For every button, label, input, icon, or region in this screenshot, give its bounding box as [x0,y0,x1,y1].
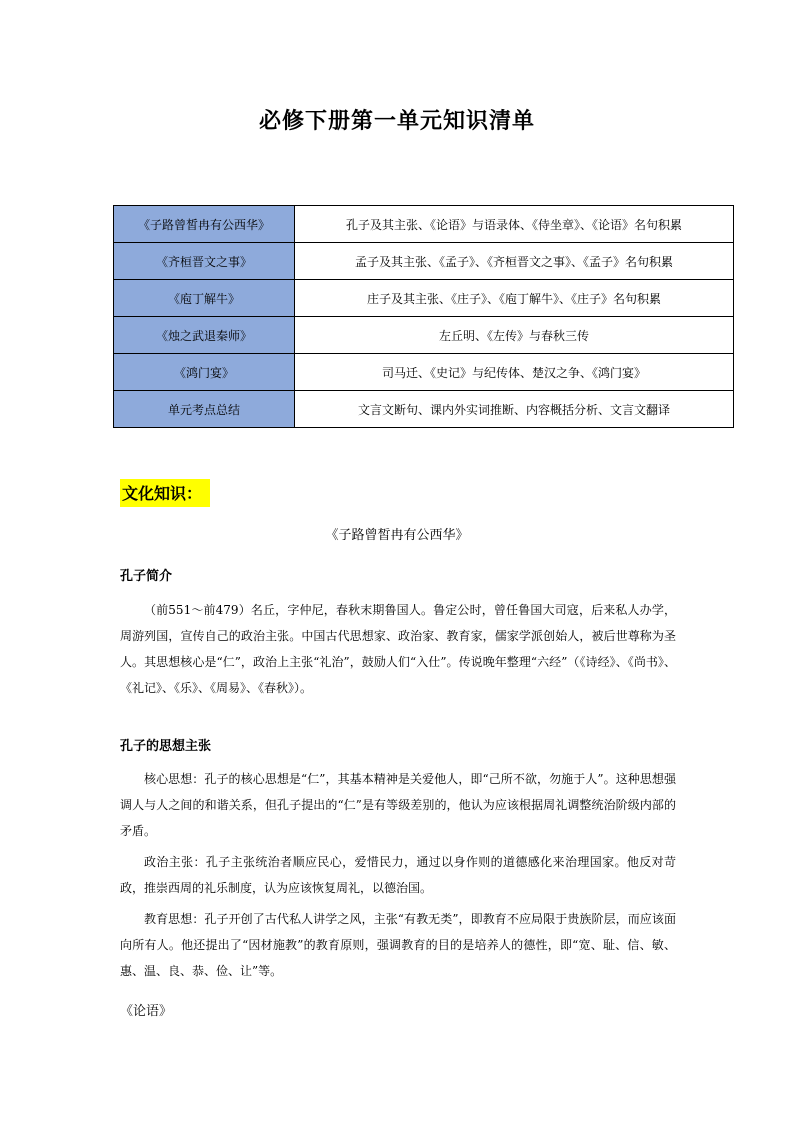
lesson-cell: 单元考点总结 [114,391,295,428]
analects-heading: 《论语》 [120,1004,173,1019]
topic-cell: 文言文断句、课内外实词推断、内容概括分析、文言文翻译 [295,391,734,428]
thought-heading: 孔子的思想主张 [120,739,212,754]
intro-heading: 孔子简介 [120,569,173,584]
lesson-subtitle: 《子路曾皙冉有公西华》 [325,528,469,543]
politics-paragraph: 政治主张：孔子主张统治者顺应民心，爱惜民力，通过以身作则的道德感化来治理国家。他反对苛政，推崇西周的礼乐制度，认为应该恢复周礼，以德治国。 [120,855,676,895]
topic-cell: 司马迁、《史记》与纪传体、楚汉之争、《鸿门宴》 [295,354,734,391]
table-row [114,391,734,428]
table-row [114,206,734,243]
topic-cell: 孟子及其主张、《孟子》、《齐桓晋文之事》、《孟子》名句积累 [295,243,734,280]
table-row [114,280,734,317]
lesson-cell: 《齐桓晋文之事》 [114,243,295,280]
topic-cell: 左丘明、《左传》与春秋三传 [295,317,734,354]
topic-cell: 孔子及其主张、《论语》与语录体、《侍坐章》、《论语》名句积累 [295,206,734,243]
lesson-cell: 《鸿门宴》 [114,354,295,391]
intro-paragraph: （前551～前479）名丘，字仲尼，春秋末期鲁国人。鲁定公时，曾任鲁国大司寇，后来私人办学，周游列国，宣传自己的政治主张。中国古代思想家、政治家、教育家，儒家学派创始人，被后世尊称为圣人。其思想核心是“仁”，政治上主张“礼治”，鼓励人们“入仕”。传说晚年整理“六经”（《诗经》、《尚书》、《礼记》、《乐》、《周易》、《春秋》）。 [120,603,676,695]
table-row [114,317,734,354]
lesson-cell: 《烛之武退秦师》 [114,317,295,354]
unit-summary-table [113,205,734,428]
table-row [114,243,734,280]
section-title-culture: 文化知识： [120,479,210,507]
page-title: 必修下册第一单元知识清单 [258,109,535,134]
lesson-cell: 《子路曾皙冉有公西华》 [114,206,295,243]
education-paragraph: 教育思想：孔子开创了古代私人讲学之风，主张“有教无类”，即教育不应局限于贵族阶层，而应该面向所有人。他还提出了“因材施教”的教育原则，强调教育的目的是培养人的德性，即“宽、耻、信、敏、惠、温、良、恭、俭、让”等。 [120,912,676,978]
core-thought-paragraph: 核心思想：孔子的核心思想是“仁”，其基本精神是关爱他人，即“己所不欲，勿施于人”。这种思想强调人与人之间的和谐关系，但孔子提出的“仁”是有等级差别的，他认为应该根据周礼调整统治阶级内部的矛盾。 [120,772,676,838]
table-row [114,354,734,391]
topic-cell: 庄子及其主张、《庄子》、《庖丁解牛》、《庄子》名句积累 [295,280,734,317]
lesson-cell: 《庖丁解牛》 [114,280,295,317]
